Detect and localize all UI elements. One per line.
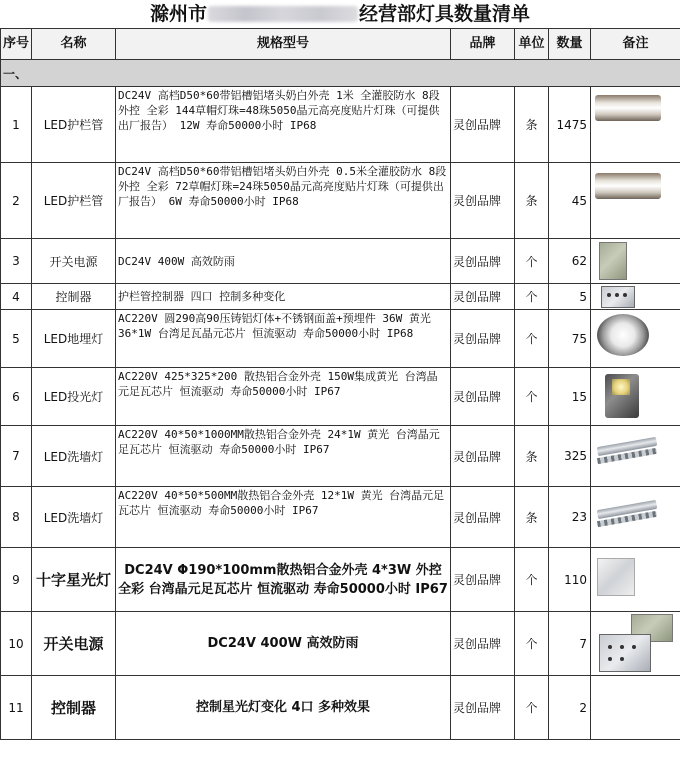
row-qty: 45 (549, 163, 591, 239)
table-row (1, 87, 680, 163)
row-spec: 护栏管控制器 四口 控制多种变化 (116, 284, 451, 310)
row-unit: 个 (515, 310, 549, 368)
row-name: 控制器 (32, 676, 116, 740)
header-spec: 规格型号 (116, 29, 451, 60)
row-name: 开关电源 (32, 612, 116, 676)
redacted-name (208, 6, 358, 22)
header-unit: 单位 (515, 29, 549, 60)
cross-star-light-photo (597, 558, 635, 596)
row-qty: 110 (549, 548, 591, 612)
table-row (1, 310, 680, 368)
row-name: 十字星光灯 (32, 548, 116, 612)
flood-light-photo (605, 374, 639, 418)
row-unit: 个 (515, 239, 549, 284)
row-qty: 7 (549, 612, 591, 676)
row-spec: DC24V 400W 高效防雨 (116, 612, 451, 676)
header-no: 序号 (1, 29, 32, 60)
row-no: 10 (1, 612, 32, 676)
row-note (591, 676, 680, 740)
row-qty: 23 (549, 487, 591, 548)
row-note (591, 284, 680, 310)
row-brand: 灵创品牌 (451, 310, 515, 368)
row-no: 7 (1, 426, 32, 487)
row-unit: 条 (515, 487, 549, 548)
row-unit: 条 (515, 163, 549, 239)
row-name: 开关电源 (32, 239, 116, 284)
row-unit: 条 (515, 87, 549, 163)
controller-photo (601, 286, 635, 308)
header-row (1, 29, 680, 60)
row-brand: 灵创品牌 (451, 87, 515, 163)
row-spec: AC220V 425*325*200 散热铝合金外壳 150W集成黄光 台湾晶元足瓦芯片 恒流驱动 寿命50000小时 IP67 (116, 368, 451, 426)
row-spec: AC220V 40*50*500MM散热铝合金外壳 12*1W 黄光 台湾晶元足瓦芯片 恒流驱动 寿命50000小时 IP67 (116, 487, 451, 548)
row-no: 8 (1, 487, 32, 548)
row-note (591, 368, 680, 426)
lighting-quantity-table (0, 28, 680, 740)
row-note (591, 163, 680, 239)
table-row (1, 284, 680, 310)
row-spec: DC24V Φ190*100mm散热铝合金外壳 4*3W 外控全彩 台湾晶元足瓦芯片 恒流驱动 寿命50000小时 IP67 (116, 548, 451, 612)
row-note (591, 310, 680, 368)
row-spec: DC24V 高档D50*60带铝槽铝堵头奶白外壳 1米 全灌胶防水 8段外控 全彩 144草帽灯珠=48珠5050晶元高亮度贴片灯珠（可提供出厂报告） 12W 寿命50000小时 IP68 (116, 87, 451, 163)
table-row (1, 612, 680, 676)
row-name: LED洗墙灯 (32, 426, 116, 487)
header-note: 备注 (591, 29, 680, 60)
row-no: 5 (1, 310, 32, 368)
row-no: 3 (1, 239, 32, 284)
power-supply-photo (599, 242, 627, 280)
table-row (1, 426, 680, 487)
row-brand: 灵创品牌 (451, 368, 515, 426)
row-unit: 个 (515, 368, 549, 426)
row-qty: 5 (549, 284, 591, 310)
section-row (1, 60, 680, 87)
row-unit: 个 (515, 548, 549, 612)
header-qty: 数量 (549, 29, 591, 60)
row-note (591, 426, 680, 487)
table-row (1, 487, 680, 548)
row-name: LED护栏管 (32, 87, 116, 163)
row-name: LED洗墙灯 (32, 487, 116, 548)
row-qty: 325 (549, 426, 591, 487)
row-qty: 15 (549, 368, 591, 426)
row-name: LED投光灯 (32, 368, 116, 426)
row-brand: 灵创品牌 (451, 612, 515, 676)
row-no: 4 (1, 284, 32, 310)
row-brand: 灵创品牌 (451, 426, 515, 487)
row-spec: AC220V 40*50*1000MM散热铝合金外壳 24*1W 黄光 台湾晶元足瓦芯片 恒流驱动 寿命50000小时 IP67 (116, 426, 451, 487)
header-name: 名称 (32, 29, 116, 60)
header-brand: 品牌 (451, 29, 515, 60)
row-note (591, 612, 680, 676)
table-row (1, 676, 680, 740)
row-name: LED护栏管 (32, 163, 116, 239)
row-note (591, 487, 680, 548)
table-row (1, 368, 680, 426)
row-brand: 灵创品牌 (451, 676, 515, 740)
row-no: 11 (1, 676, 32, 740)
led-guardrail-tube-photo (595, 173, 661, 199)
row-unit: 个 (515, 676, 549, 740)
row-note (591, 548, 680, 612)
row-no: 1 (1, 87, 32, 163)
row-unit: 个 (515, 612, 549, 676)
row-qty: 1475 (549, 87, 591, 163)
row-no: 2 (1, 163, 32, 239)
inground-light-photo (597, 314, 649, 356)
row-name: 控制器 (32, 284, 116, 310)
row-qty: 2 (549, 676, 591, 740)
row-spec: AC220V 圆290高90压铸铝灯体+不锈钢面盖+预埋件 36W 黄光 36*1W 台湾足瓦晶元芯片 恒流驱动 寿命50000小时 IP68 (116, 310, 451, 368)
row-qty: 62 (549, 239, 591, 284)
section-label: 一、 (1, 60, 680, 87)
row-brand: 灵创品牌 (451, 284, 515, 310)
row-brand: 灵创品牌 (451, 487, 515, 548)
row-note (591, 87, 680, 163)
row-unit: 条 (515, 426, 549, 487)
row-brand: 灵创品牌 (451, 239, 515, 284)
row-no: 6 (1, 368, 32, 426)
row-unit: 个 (515, 284, 549, 310)
table-row (1, 548, 680, 612)
row-note (591, 239, 680, 284)
led-guardrail-tube-photo (595, 95, 661, 121)
row-no: 9 (1, 548, 32, 612)
row-spec: DC24V 高档D50*60带铝槽铝堵头奶白外壳 0.5米全灌胶防水 8段外控 全彩 72草帽灯珠=24珠5050晶元高亮度贴片灯珠（可提供出厂报告） 6W 寿命50000小时 IP68 (116, 163, 451, 239)
controller-photo (599, 634, 651, 672)
table-row (1, 163, 680, 239)
row-spec: 控制星光灯变化 4口 多种效果 (116, 676, 451, 740)
row-qty: 75 (549, 310, 591, 368)
table-row (1, 239, 680, 284)
row-brand: 灵创品牌 (451, 548, 515, 612)
row-name: LED地埋灯 (32, 310, 116, 368)
document-title: 滁州市 经营部灯具数量清单 (149, 3, 531, 25)
row-brand: 灵创品牌 (451, 163, 515, 239)
row-spec: DC24V 400W 高效防雨 (116, 239, 451, 284)
